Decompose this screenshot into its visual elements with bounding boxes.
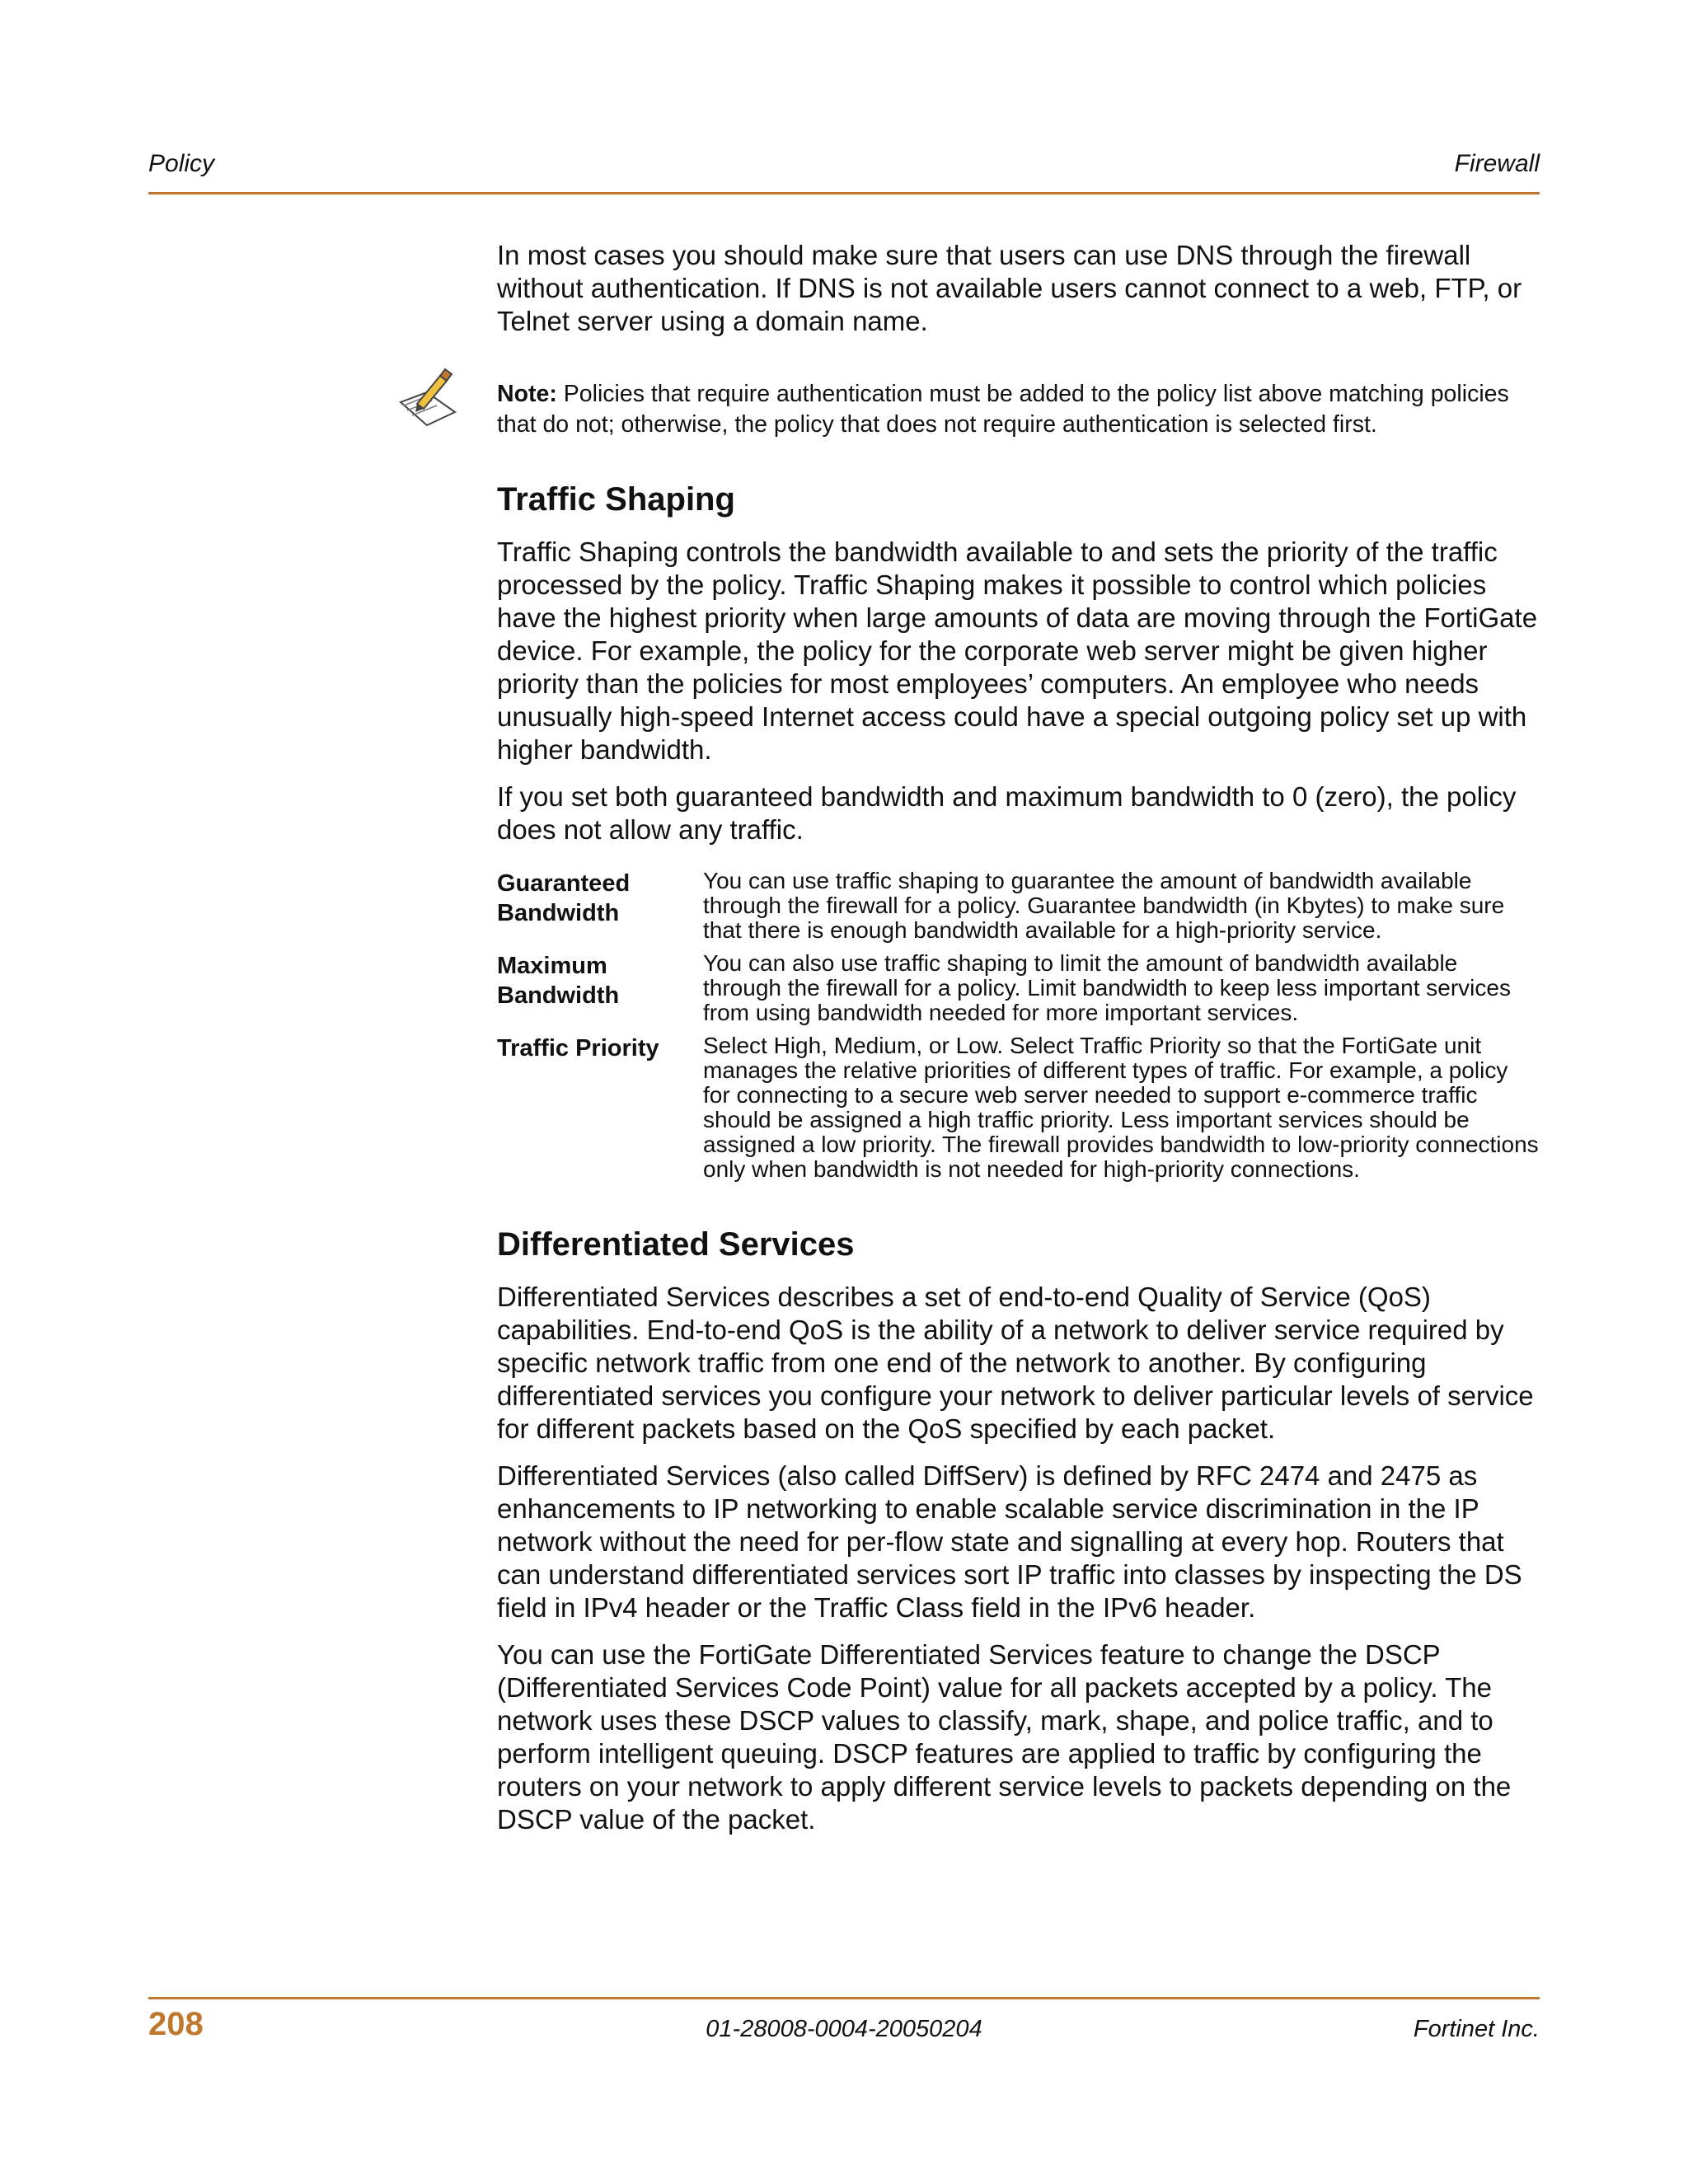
note-text bbox=[497, 379, 1540, 440]
definition-description: You can also use traffic shaping to limit the amount of bandwidth available through the firewall for a policy. Limit bandwidth to keep less important services from using bandwidth needed for more important services. bbox=[703, 950, 1511, 1025]
definition-term: Guaranteed Bandwidth bbox=[497, 870, 631, 926]
traffic-shaping-paragraph: If you set both guaranteed bandwidth and maximum bandwidth to 0 (zero), the policy does not allow any traffic. bbox=[497, 781, 1517, 845]
definition-term: Traffic Priority bbox=[497, 1035, 659, 1062]
definition-row bbox=[497, 869, 1540, 943]
main-content bbox=[497, 239, 1540, 1850]
diffserv-paragraph: Differentiated Services (also called DiffServ) is defined by RFC 2474 and 2475 as enhancements to IP networking to enable scalable service discrimination in the IP network without the need for per-flow state and signalling at every hop. Routers that can understand differentiated services sort IP traffic into classes by inspecting the DS field in IPv4 header or the Traffic Class field in the IPv6 header. bbox=[497, 1460, 1522, 1623]
definition-row bbox=[497, 1033, 1540, 1182]
note-body: Policies that require authentication must be added to the policy list above matching policies that do not; otherwise, the policy that does not require authentication is selected first. bbox=[497, 381, 1509, 438]
traffic-shaping-definitions bbox=[497, 869, 1540, 1182]
note-label: Note: bbox=[497, 381, 557, 407]
note-pencil-icon bbox=[394, 363, 464, 433]
document-number: 01-28008-0004-20050204 bbox=[706, 2016, 982, 2042]
header-rule bbox=[148, 192, 1540, 194]
definition-description: You can use traffic shaping to guarantee the amount of bandwidth available through the firewall for a policy. Guarantee bandwidth (in Kbytes) to make sure that there is enough bandwidth available for a high-priority service. bbox=[703, 868, 1505, 943]
company-name: Fortinet Inc. bbox=[1413, 2016, 1540, 2042]
page-footer bbox=[148, 2006, 1540, 2047]
traffic-shaping-heading: Traffic Shaping bbox=[497, 481, 735, 518]
definition-term: Maximum Bandwidth bbox=[497, 953, 620, 1009]
diffserv-paragraph: Differentiated Services describes a set of end-to-end Quality of Service (QoS) capabilities. End-to-end QoS is the ability of a network to deliver service required by specific network traffic from one end of the network to another. By configuring differentiated services you configure your network to deliver particular levels of service for different packets based on the QoS specified by each packet. bbox=[497, 1282, 1534, 1444]
traffic-shaping-paragraph: Traffic Shaping controls the bandwidth available to and sets the priority of the traffic processed by the policy. Traffic Shaping makes it possible to control which policies have the highest priority when large amounts of data are moving through the FortiGate device. For example, the policy for the corporate web server might be given higher priority than the policies for most employees’ computers. An employee who needs unusually high-speed Internet access could have a special outgoing policy set up with higher bandwidth. bbox=[497, 537, 1538, 765]
note-block bbox=[497, 379, 1540, 440]
intro-paragraph: In most cases you should make sure that users can use DNS through the firewall without authentication. If DNS is not available users cannot connect to a web, FTP, or Telnet server using a domain name. bbox=[497, 240, 1522, 336]
diffserv-paragraph: You can use the FortiGate Differentiated Services feature to change the DSCP (Differentiated Services Code Point) value for all packets accepted by a policy. The network uses these DSCP values to classify, mark, shape, and police traffic, and to perform intelligent queuing. DSCP features are applied to traffic by configuring the routers on your network to apply different service levels to packets depending on the DSCP value of the packet. bbox=[497, 1639, 1512, 1835]
footer-rule bbox=[148, 1997, 1540, 1999]
definition-row bbox=[497, 951, 1540, 1025]
differentiated-services-heading: Differentiated Services bbox=[497, 1226, 855, 1263]
definition-description: Select High, Medium, or Low. Select Traffic Priority so that the FortiGate unit manages the relative priorities of different types of traffic. For example, a policy for connecting to a secure web server needed to support e-commerce traffic should be assigned a high traffic priority. Less important services should be assigned a low priority. The firewall provides bandwidth to low-priority connections only when bandwidth is not needed for high-priority connections. bbox=[703, 1033, 1539, 1182]
header-chapter-title: Firewall bbox=[1454, 150, 1540, 177]
page-number: 208 bbox=[148, 2006, 204, 2042]
running-header bbox=[148, 150, 1540, 183]
header-section-title: Policy bbox=[148, 150, 215, 177]
